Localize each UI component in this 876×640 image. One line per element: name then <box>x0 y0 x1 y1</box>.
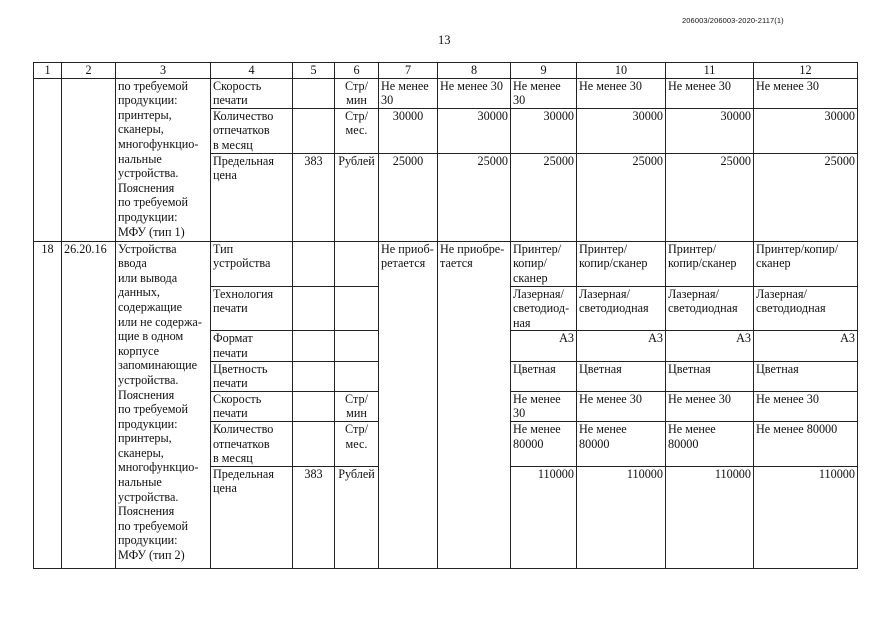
param-name: Технология печати <box>211 286 293 331</box>
document-id: 206003/206003-2020-2117(1) <box>682 16 784 25</box>
value-cell: Не приобре- тается <box>438 241 511 568</box>
value-cell: Не менее 30 <box>666 78 754 108</box>
value-cell: Не менее 30 <box>754 391 858 421</box>
param-name: Скорость печати <box>211 391 293 421</box>
value-cell: 110000 <box>666 466 754 568</box>
unit-name <box>335 241 379 286</box>
value-cell: А3 <box>666 331 754 361</box>
col-header: 4 <box>211 63 293 79</box>
value-cell: 110000 <box>511 466 577 568</box>
value-cell: 110000 <box>754 466 858 568</box>
unit-name: Рублей <box>335 153 379 241</box>
unit-code <box>293 391 335 421</box>
item-description: Устройства ввода или вывода данных, содержащие или не содержа- щие в одном корпусе запоминающие устройства. Пояснения по требуемой продукции: принтеры, сканеры, многофункцио- нальные устройства. Пояснения по требуемой продукции: МФУ (тип 2) <box>116 241 211 568</box>
value-cell: А3 <box>511 331 577 361</box>
col-header: 12 <box>754 63 858 79</box>
row-number: 18 <box>34 241 62 568</box>
value-cell: 25000 <box>379 153 438 241</box>
value-cell: Не менее 30 <box>438 78 511 108</box>
value-cell: Не менее 30 <box>511 78 577 108</box>
value-cell: Лазерная/ светодиодная <box>754 286 858 331</box>
column-numbers-row <box>34 63 858 79</box>
value-cell: 30000 <box>511 108 577 153</box>
unit-name <box>335 331 379 361</box>
param-name: Количество отпечатков в месяц <box>211 108 293 153</box>
unit-code <box>293 108 335 153</box>
value-cell: 25000 <box>754 153 858 241</box>
value-cell: Не менее 30 <box>379 78 438 108</box>
value-cell: Цветная <box>511 361 577 391</box>
value-cell: Цветная <box>666 361 754 391</box>
unit-code <box>293 421 335 466</box>
requirements-table <box>33 62 858 569</box>
table-row <box>34 78 858 108</box>
value-cell: 25000 <box>511 153 577 241</box>
value-cell: Принтер/ копир/сканер <box>666 241 754 286</box>
unit-code <box>293 78 335 108</box>
unit-code <box>293 286 335 331</box>
param-name: Скорость печати <box>211 78 293 108</box>
unit-code: 383 <box>293 153 335 241</box>
unit-code: 383 <box>293 466 335 568</box>
value-cell: 25000 <box>438 153 511 241</box>
unit-code <box>293 241 335 286</box>
col-header: 2 <box>62 63 116 79</box>
unit-name: Рублей <box>335 466 379 568</box>
page-number: 13 <box>438 33 451 47</box>
unit-code <box>293 361 335 391</box>
value-cell: 110000 <box>577 466 666 568</box>
param-name: Тип устройства <box>211 241 293 286</box>
value-cell: Принтер/ копир/ сканер <box>511 241 577 286</box>
unit-name: Стр/ мес. <box>335 421 379 466</box>
value-cell: 30000 <box>379 108 438 153</box>
value-cell: Не менее 30 <box>754 78 858 108</box>
value-cell: Принтер/копир/ сканер <box>754 241 858 286</box>
value-cell: Не менее 30 <box>511 391 577 421</box>
col-header: 9 <box>511 63 577 79</box>
value-cell: Лазерная/ светодиодная <box>666 286 754 331</box>
value-cell: Не менее 30 <box>577 391 666 421</box>
param-name: Количество отпечатков в месяц <box>211 421 293 466</box>
col-header: 7 <box>379 63 438 79</box>
value-cell: Принтер/ копир/сканер <box>577 241 666 286</box>
col-header: 1 <box>34 63 62 79</box>
value-cell: А3 <box>754 331 858 361</box>
value-cell: Не менее 30 <box>577 78 666 108</box>
unit-name: Стр/ мес. <box>335 108 379 153</box>
param-name: Предельная цена <box>211 153 293 241</box>
value-cell: 30000 <box>666 108 754 153</box>
value-cell: 25000 <box>577 153 666 241</box>
value-cell: Не менее 80000 <box>754 421 858 466</box>
param-name: Цветность печати <box>211 361 293 391</box>
col-header: 8 <box>438 63 511 79</box>
col-header: 10 <box>577 63 666 79</box>
unit-name: Стр/ мин <box>335 78 379 108</box>
param-name: Формат печати <box>211 331 293 361</box>
col-header: 11 <box>666 63 754 79</box>
table-row <box>34 241 858 286</box>
value-cell: Лазерная/ светодиодная <box>577 286 666 331</box>
value-cell: Не менее 80000 <box>666 421 754 466</box>
unit-code <box>293 331 335 361</box>
value-cell: 25000 <box>666 153 754 241</box>
value-cell: 30000 <box>577 108 666 153</box>
col-header: 6 <box>335 63 379 79</box>
value-cell: Лазерная/ светодиод- ная <box>511 286 577 331</box>
unit-name: Стр/ мин <box>335 391 379 421</box>
value-cell: Цветная <box>577 361 666 391</box>
value-cell: Не менее 80000 <box>511 421 577 466</box>
unit-name <box>335 361 379 391</box>
value-cell: 30000 <box>438 108 511 153</box>
value-cell: 30000 <box>754 108 858 153</box>
value-cell: Не менее 30 <box>666 391 754 421</box>
item-description: по требуемой продукции: принтеры, сканеры, многофункцио- нальные устройства. Пояснения по требуемой продукции: МФУ (тип 1) <box>116 78 211 241</box>
value-cell: Цветная <box>754 361 858 391</box>
okpd-code: 26.20.16 <box>62 241 116 568</box>
value-cell: Не приоб- ретается <box>379 241 438 568</box>
col-header: 3 <box>116 63 211 79</box>
value-cell: Не менее 80000 <box>577 421 666 466</box>
value-cell: А3 <box>577 331 666 361</box>
param-name: Предельная цена <box>211 466 293 568</box>
col-header: 5 <box>293 63 335 79</box>
unit-name <box>335 286 379 331</box>
